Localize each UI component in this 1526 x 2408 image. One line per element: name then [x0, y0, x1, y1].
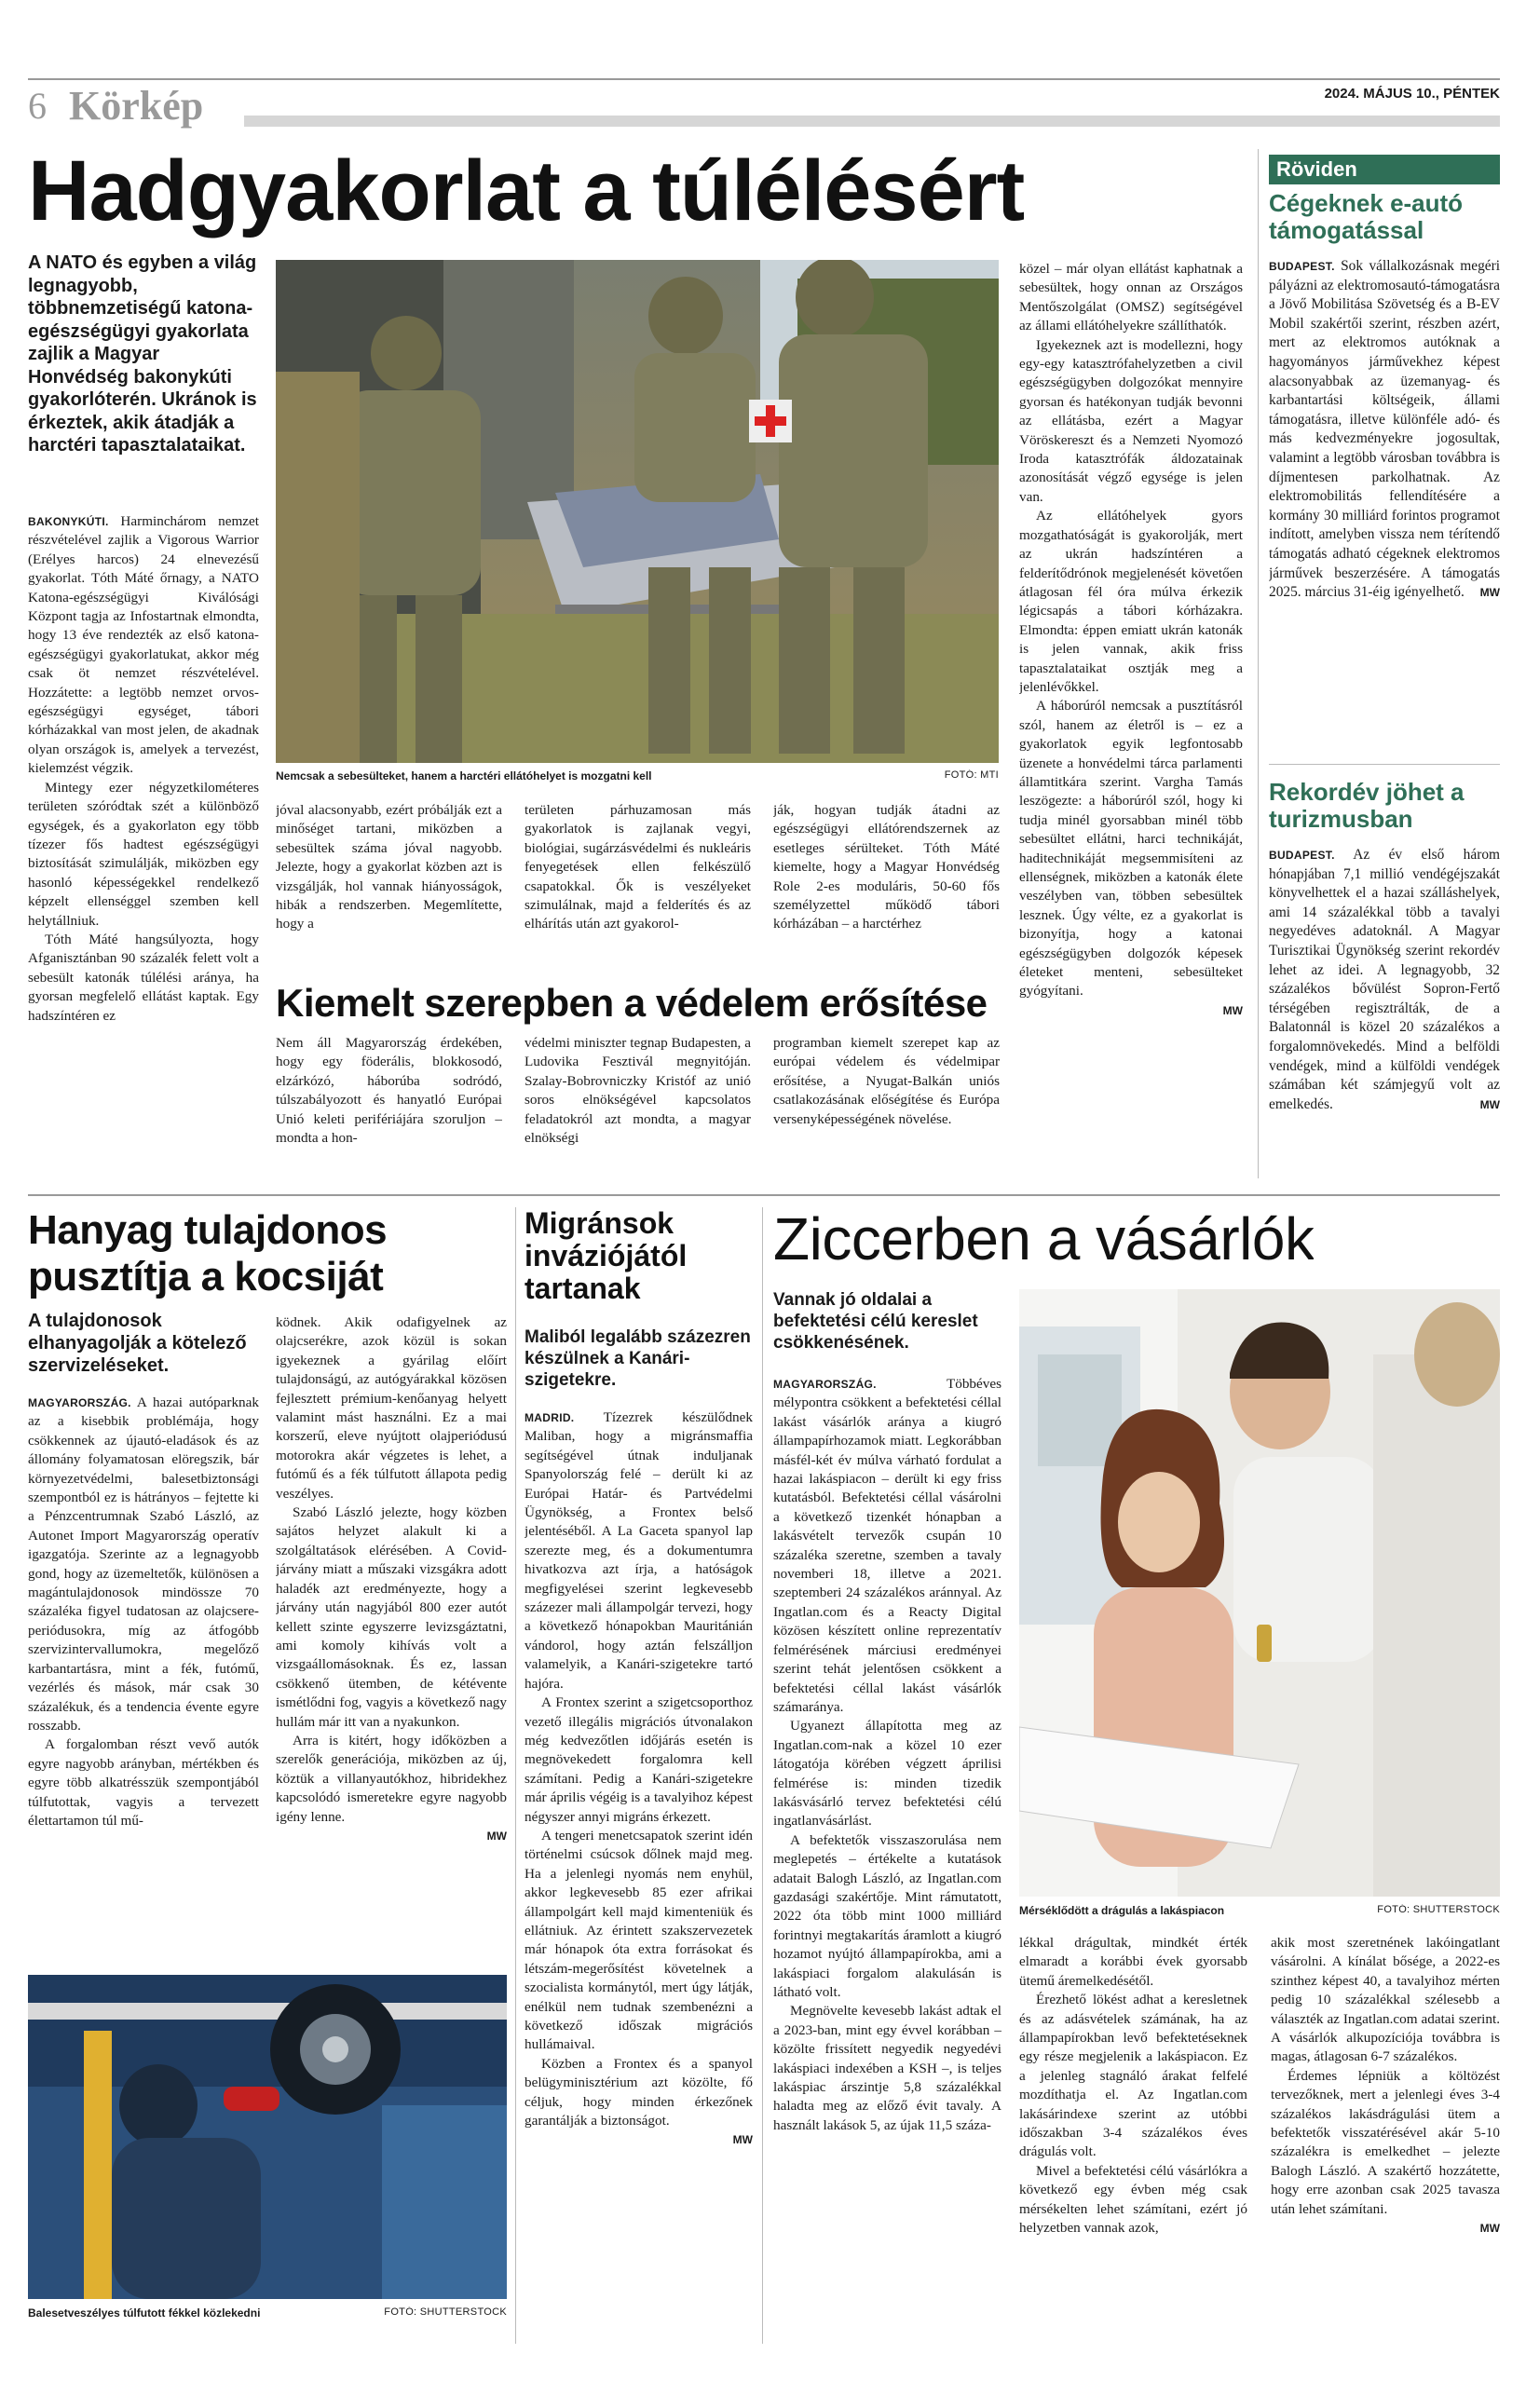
main-col5: közel – már olyan ellátást kaphatnak a sebesültek, hogy onnan az Országos Mentőszolgálat (OMSZ) segítségével az állami ellátóhelyekre szállíthatók. Igyekeznek azt is modellezni, hogy egy-egy katasztrófahelyzetben a civil egészségügyben dolgozókat mennyire gyorsan és hatékonyan tudják bevonni az ellátásba, ezért a Magyar Vöröskereszt és a Nemzeti Nyomozó Iroda katasztrófák áldozatainak azonosítását végző egysége is jelen van. Az ellátóhelyek gyors mozgathatóságát is gyakorolják, mert az ukrán hadszíntéren a felderítődrónok megjelenését követően átlagosan fél óra múlva érkezik légicsapás a tábori kórházakra. Elmondta: éppen emiatt ukrán katonák is jelen vannak, akik friss tapasztalataikat osztják meg a jelenlévőkkel. A háborúról nemcsak a pusztításról szól, hanem az életről is – ez a gyakorlatok egyik legfontosabb üzenete a honvédelmi tárca parlamenti államtitkára szerint. Vargha Tamás leszögezte: a háborúról szól, hogy ki tudja minél gyorsabban minél több sebesültet ellátni, harci technikáját, haditechnikáját megsemmisíteni az ellenségnek, miközben a katonák élete veszélyben van, többen sebesültek lesznek. Úgy vélte, ez a gyakorlat is bizonyítja, hogy a katonai egészségügyben dolgozók képesek életeket menteni, sebesülteket gyógyítani. MW	[1019, 260, 1243, 1177]
migrant-shopper-divider	[762, 1207, 763, 2344]
shopper-col2: lékkal drágultak, mindkét érték elmaradt a korábbi évek gyorsabb ütemű áremelkedésétől. Érezhető lökést adhat a keresletnek és az adásvételek számának, ha az állampapírokban levő befektetéseknek egy része megjelenik a lakáspiacon. Ez a jelenleg stagnáló árakat felfelé mozdíthatja el. Az Ingatlan.com lakásárindexe szerint az utóbbi időszakban 3-4 százalékos éves drágulás volt. Mivel a befektetési célú vásárlókra a következő egy évben még csak mérsékelten lehet számítani, ezért jó helyzetben vannak azok,	[1019, 1935, 1247, 2237]
middle-rule	[28, 1194, 1500, 1196]
briefs-separator	[1269, 764, 1500, 765]
main-signature: MW	[1222, 1003, 1243, 1017]
shopper-lead: Vannak jó oldalai a befektetési célú kereslet csökkenésének.	[773, 1290, 978, 1353]
couple-keys-image	[1019, 1289, 1500, 1897]
car-migrant-divider	[515, 1207, 516, 2344]
section-title: Körkép	[69, 83, 204, 129]
brief2-signature: MW	[1479, 1097, 1500, 1111]
top-rule	[28, 78, 1500, 80]
soldiers-stretcher-image	[276, 260, 999, 763]
shopper-signature: MW	[1479, 2222, 1500, 2236]
shopper-col1: MAGYARORSZÁG. Többéves mélypontra csökkent a befektetési céllal lakást vásárlók aránya a kiugró állampapírhozamok miatt. Legkorábban másfél-két év múlva várható fordulat a hazai lakáspiacon – derült ki egy friss kutatásból. Befektetési céllal vásárolni a következő tizenkét hónapban a lakásvételt tervezők csupán 10 százaléka szeretne, szemben a tavaly novemberi 18, illetve a 2021. szeptemberi 24 százalékos aránnyal. Az Ingatlan.com és a Reacty Digital közösen készített online reprezentatív felmérésének márciusi eredményei szerint tehát jelentősen csökkent a befektetési céllal lakást vásárlók számaránya. Ugyanezt állapította meg az Ingatlan.com-nak a közel 10 ezer látogatója körében végzett áprilisi felmérése is: minden tizedik lakásvásárló tervez befektetési célú ingatlanvásárlást. A befektetők visszaszorulása nem meglepetés – értékelte a kutatások adatait Balogh László, az Ingatlan.com gazdasági szakértője. Mint rámutatott, 2022 óta több mint 1000 milliárd forintnyi megtakarítás áramlott a kiugró hozamot nyújtó állampapírokba, ami a lakáspiaci forgalom alakulásán is látható volt. Megnövelte kevesebb lakást adtak el a 2023-ban, mint egy évvel korábban – közölte frissített negyedik negyedévi lakáspiaci indexében a KSH –, is teljes lakáspiac árszintje 5,8 százalékkal haladta meg az előző évit tavaly. A használt lakások 5, az újak 11,5 száza-	[773, 1376, 1001, 2133]
sub-col2: Nem áll Magyarország érdekében, hogy egy föderális, blokkosodó, elzárkózó, háborúba sodródó, túlszabályozott és hanyatló Európai Unió keleti perifériájára szoruljon – mondta a hon-	[276, 1035, 502, 1147]
shopper-headline: Ziccerben a vásárlók	[773, 1205, 1315, 1272]
main-photo-caption: Nemcsak a sebesülteket, hanem a harctéri ellátóhelyet is mozgatni kell FOTÓ: MTI	[276, 769, 999, 782]
migrant-signature: MW	[732, 2133, 753, 2147]
section-rule	[244, 116, 1500, 127]
car-lead: A tulajdonosok elhanyagolják a kötelező szervizeléseket.	[28, 1311, 247, 1376]
main-col4: ják, hogyan tudják átadni az egészségügyi ellátórendszernek az esetleges sérülteket. Tóth Máté kiemelte, hogy a Magyar Honvédség Role 2-es moduláris, 50-60 fős személyzettel működő tábori kórházában – a harctérhez	[773, 802, 1000, 932]
car-headline: Hanyag tulajdonos pusztítja a kocsiját	[28, 1207, 388, 1299]
car-signature: MW	[486, 1829, 507, 1843]
sub-col3: védelmi miniszter tegnap Budapesten, a Ludovika Fesztivál megnyitóján. Szalay-Bobrovniczky Kristóf az unió soros elnökségével kapcsolatos feladatokról azt mondta, a magyar elnökségi	[525, 1035, 751, 1147]
car-photo-caption: Balesetveszélyes túlfutott fékkel közlekedni FOTÓ: SHUTTERSTOCK	[28, 2306, 507, 2320]
shopper-col3: akik most szeretnének lakóingatlant vásárolni. A kínálat bősége, a 2022-es szinthez képest 40, a tavalyihoz mérten pedig 10 százalékkal szélesebb a választék az Ingatlan.com adatai szerint. A vásárlók alkupozíciója továbbra is magas, átlagosan 6-7 százalékos. Érdemes lépniük a költözést tervezőknek, mert a jelenlegi éves 3-4 százalékos lakásdrágulási ütem a befektetők visszatérésével akár 5-10 százalékra is emelkedhet – jelezte Balogh László. A szakértő hozzátette, hogy erre azonban csak 2025 tavasza után lehet számítani. MW	[1271, 1934, 1500, 2346]
migrant-lead: Maliból legalább százezren készülnek a Kanári-szigetekre.	[525, 1327, 751, 1390]
mechanic-brakes-image	[28, 1975, 507, 2299]
migrant-headline: Migránsok inváziójától tartanak	[525, 1207, 688, 1305]
issue-date: 2024. MÁJUS 10., PÉNTEK	[1324, 86, 1500, 102]
migrant-body: MADRID. Tízezrek készülődnek Maliban, hogy a migránsmaffia segítségével útnak induljanak Spanyolország felé – derült ki az Európai Határ- és Partvédelmi Ügynökség, a Frontex belső jelentéséből. A La Gaceta spanyol lap szerezte meg, és a dokumentumra hivatkozva azt írja, a hatóságok megfigyelései szerint legkevesebb százezer mali állampolgár tervezi, hogy a következő hónapokban Mauritánián vándorol, hogy aztán felszálljon valamelyik, a Kanári-szigetekre tartó hajóra. A Frontex szerint a szigetcsoporthoz vezető illegális migrációs útvonalakon még kedvezőtlen időjárás esetén is megnövekedett forgalomra kell számítani. Pedig a Kanári-szigetekre már április végéig is a tavalyihoz képest négyszer annyi migráns érkezett. A tengeri menetcsapatok szerint idén történelmi csúcsok dőlnek majd meg. Ha a jelenlegi nyomás nem enyhül, akkor legkevesebb 85 ezer afrikai állampolgárt kell majd kimenteniük és ellátniuk. Az érintett szakszervezetek már hónapok óta extra forrásokat és létszám-megerősítést követelnek a szocialista kormánytól, mert úgy látják, enélkül nem tudnak szembenézni a következő időszak migrációs hullámaival. Közben a Frontex és a spanyol belügyminisztérium azt közölte, fő céljuk, hogy minden érkezőnek garantálják a biztonságot. MW	[525, 1408, 753, 2345]
brief1-signature: MW	[1479, 586, 1500, 600]
brief2-text: BUDAPEST. Az év első három hónapjában 7,1 millió vendégéjszakát könyvelhettek el a hazai szálláshelyek, ami 14 százalékkal több a tavalyi negyedéves adatoknál. A Magyar Turisztikai Ügynökség szerint rekordév lehet az idei. A legnagyobb, 32 százalékos bővülést Sopron-Fertő térségében regisztrálták, de a Balatonnál is közel 20 százalékos a forgalomnövekedés. Mind a belföldi vendégek, mind a külföldi vendégek számában két számjegyű volt az emelkedés. MW	[1269, 846, 1500, 1181]
main-col3: területen párhuzamosan más gyakorlatok is zajlanak vegyi, biológiai, sugárzásvédelmi és nukleáris fenyegetések ellen felkészülő csapatokkal. Ők is veszélyeket szimulálnak, majd a felderítés és az elhárítás után azt gyakorol-	[525, 802, 751, 932]
briefs-section-title: Röviden	[1269, 155, 1500, 184]
shopper-photo	[1019, 1289, 1500, 1897]
main-photo	[276, 260, 999, 763]
dateline: BAKONYKÚTI.	[28, 515, 109, 528]
briefs-divider	[1258, 149, 1259, 1178]
brief1-text: BUDAPEST. Sok vállalkozásnak megéri pályázni az elektromosautó-támogatásra a Jövő Mobilitása Szövetség és a B-EV Mobil szakértői szerint, részben azért, mert az elektromos autóknak a hagyományos járművekhez képest alacsonyabbak az üzemanyag- és karbantartási költségeik, állami támogatásra, illetve különféle adó- és más kedvezményekre jogosultak, valamint a legtöbb városban továbbra is díjmentesen parkolhatnak. Az elektromobilitás fellendítésére a kormány 30 milliárd forintos programot indított, amelyben vissza nem térítendő támogatás adható cégeknek elektromos járművek beszerzésére. A támogatás 2025. március 31-éig igényelhető. MW	[1269, 257, 1500, 755]
main-col1: BAKONYKÚTI. Harminchárom nemzet részvételével zajlik a Vigorous Warrior (Erélyes harcos) 24 elnevezésű gyakorlat. Tóth Máté őrnagy, a NATO Katona-egészségügyi Kiválósági Központ tagja az Infostartnak elmondta, hogy 13 éve rendezték az első katona-egészségügyi gyakorlatukat, akkor még csak öt nemzet részvételével. Hozzátette: a legtöbb nemzet orvos-egészségügyi egységet, tábori kórházakkal van most jelen, de akadnak olyan országok is, amelyek a tervezést, kielemzést végzik. Mintegy ezer négyzetkilométeres területen szóródtak szét a különböző egységek, és a gyakorlaton egy több tízezer fős hadtest egészségügyi biztosítását szimulálják, miközben egy hasonló képességekkel rendelkező képzelt ellenséggel szemben kell helytállniuk. Tóth Máté hangsúlyozta, hogy Afganisztánban 90 százalék felett volt a sebesült katonák túlélési aránya, ha gyorsan megfelelő ellátást kaptak. Egy hadszíntéren ez	[28, 513, 259, 1024]
main-col2: jóval alacsonyabb, ezért próbálják ezt a minőséget tartani, miközben a sebesültek száma jóval nagyobb. Jelezte, hogy a gyakorlat közben azt is vizsgálják, hol vannak hiányosságok, hibák a rendszerben. Megemlítette, hogy a	[276, 802, 502, 932]
main-lead: A NATO és egyben a világ legnagyobb, többnemzetiségű katona-egészségügyi gyakorlata zajlik a Magyar Honvédség bakonykúti gyakorlóterén. Ukránok is érkeztek, akik átadják a harctéri tapasztalataikat.	[28, 252, 257, 456]
car-photo	[28, 1975, 507, 2299]
brief2-headline: Rekordév jöhet a turizmusban	[1269, 779, 1465, 833]
brief1-headline: Cégeknek e-autó támogatással	[1269, 190, 1464, 244]
sub-headline: Kiemelt szerepben a védelem erősítése	[276, 981, 988, 1025]
car-col1: MAGYARORSZÁG. A hazai autóparknak az a kisebbik problémája, hogy csökkennek az újautó-eladások és az állomány folyamatosan elöregszik, bár környezetvédelmi, balesetbiztonsági szempontból ez is hátrányos – fejtette ki a Pénzcentrumnak Szabó László, az Autonet Import Magyarország operatív igazgatója. Szerinte az a legnagyobb gond, hogy az üzemeltetők, különösen a magántulajdonosok mindössze 70 százaléka figyel tudatosan az olajcsere-periódusokra, míg az átfogóbb szervizintervallumokra, megelőző karbantartásra, mint a fék, futómű, vezérlés és mások, már csak 30 százalékuk, és a tendencia évente egyre rosszabb. A forgalomban részt vevő autók egyre nagyobb arányban, mértékben és egyre több alkatrésszük szempontjából túlfutottak, vagyis a tervezett élettartamon túl mű-	[28, 1394, 259, 1829]
sub-col4: programban kiemelt szerepet kap az európai védelem és védelmipar erősítése, a Nyugat-Balkán uniós csatlakozásának előségítése és Európa versenyképességének növelése.	[773, 1035, 1000, 1127]
main-headline: Hadgyakorlat a túlélésért	[28, 143, 1025, 238]
page-number: 6	[28, 86, 47, 127]
car-col2: ködnek. Akik odafigyelnek az olajcserékre, azok közül is sokan igyekeznek a gyárilag előírt tulajdonságú, az autógyárakkal közösen fejlesztett prémium-kenőanyag helyett valamint mást használni. Ez a mai korszerű, eleve nyújtott olajperiódusú motorokra akár végzetes is lehet, a futómű és a fék túlfutott állapota pedig veszélyes. Szabó László jelezte, hogy közben sajátos helyzet alakult ki a szolgáltatások elérésében. A Covid-járvány miatt a műszaki vizsgákra adott haladék azt eredményezte, hogy a járvány után nagyjából 800 ezer autót kellett szinte egyszerre levizsgáztatni, ami komoly kihívás volt a vizsgaállomásoknak. És ez, lassan csökkenő ütemben, de kétévente ismétlődni fog, vagyis a következő nagy hullám már itt van a nyakunkon. Arra is kitért, hogy időközben a szerelők generációja, miközben az új, köztük a villanyautókhoz, hibridekhez kapcsolódó ismeretekre egyre nagyobb igény lenne. MW	[276, 1313, 507, 1956]
shopper-photo-caption: Mérséklődött a drágulás a lakáspiacon FOTÓ: SHUTTERSTOCK	[1019, 1904, 1500, 1917]
